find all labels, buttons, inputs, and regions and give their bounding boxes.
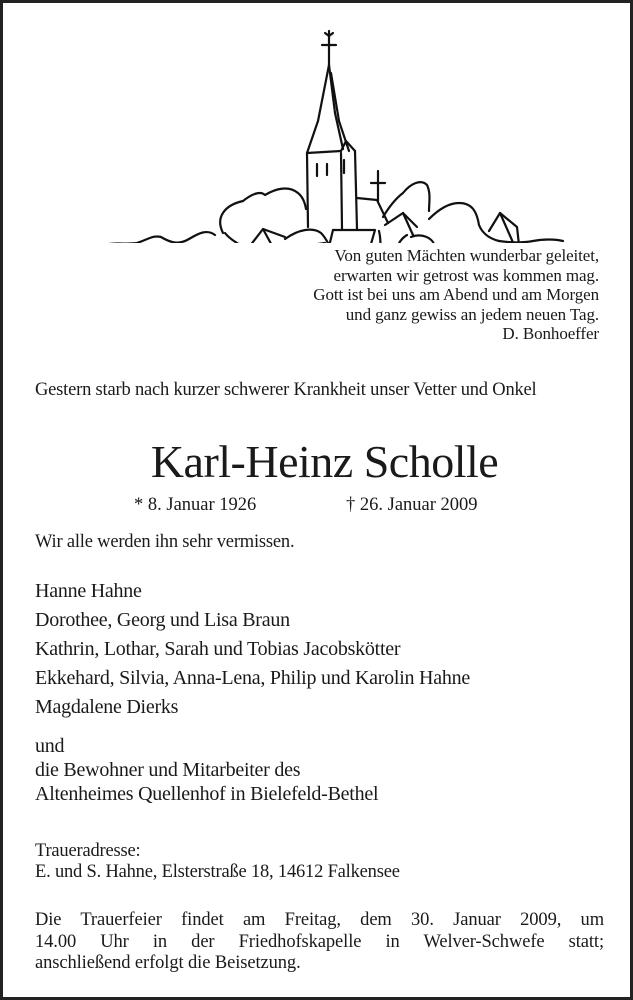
birth-date: * 8. Januar 1926: [134, 495, 257, 515]
conjunction: und: [35, 735, 65, 757]
poem: [313, 246, 599, 344]
ceremony-info: [35, 910, 604, 975]
institution-line: die Bewohner und Mitarbeiter des: [35, 759, 301, 781]
mourner-entry: Kathrin, Lothar, Sarah und Tobias Jacobskötter: [35, 638, 401, 660]
mourner-entry: Ekkehard, Silvia, Anna-Lena, Philip und Karolin Hahne: [35, 667, 470, 689]
mourning-address: [35, 841, 400, 883]
poem-line: Von guten Mächten wunderbar geleitet,: [334, 246, 599, 265]
mourner-entry: Hanne Hahne: [35, 580, 142, 602]
death-date: † 26. Januar 2009: [346, 495, 478, 515]
poem-line: erwarten wir getrost was kommen mag.: [333, 265, 599, 285]
church-village-drawing-icon: [3, 3, 633, 243]
mourners-list: [35, 577, 470, 722]
deceased-name: Karl-Heinz Scholle: [150, 436, 499, 487]
address-value: E. und S. Hahne, Elsterstraße 18, 14612 Falkensee: [35, 862, 400, 882]
ceremony-line: Die Trauerfeier findet am Freitag, dem 30. Januar 2009, um: [35, 910, 604, 930]
institution-block: [35, 734, 378, 806]
mourner-entry: Dorothee, Georg und Lisa Braun: [35, 609, 290, 631]
ceremony-line: anschließend erfolgt die Beisetzung.: [35, 953, 301, 973]
institution-line: Altenheimes Quellenhof in Bielefeld-Bethel: [35, 783, 379, 805]
ceremony-line: 14.00 Uhr in der Friedhofskapelle in Welver-Schwefe statt;: [35, 931, 604, 952]
poem-line: und ganz gewiss an jedem neuen Tag.: [345, 304, 599, 324]
poem-author: D. Bonhoeffer: [502, 324, 599, 344]
poem-line: Gott ist bei uns am Abend und am Morgen: [313, 285, 599, 305]
mourner-entry: Magdalene Dierks: [35, 696, 179, 718]
intro-text: Gestern starb nach kurzer schwerer Krankheit unser Vetter und Onkel: [35, 380, 537, 400]
closing-text: Wir alle werden ihn sehr vermissen.: [35, 532, 295, 552]
address-label: Traueradresse:: [35, 841, 141, 861]
